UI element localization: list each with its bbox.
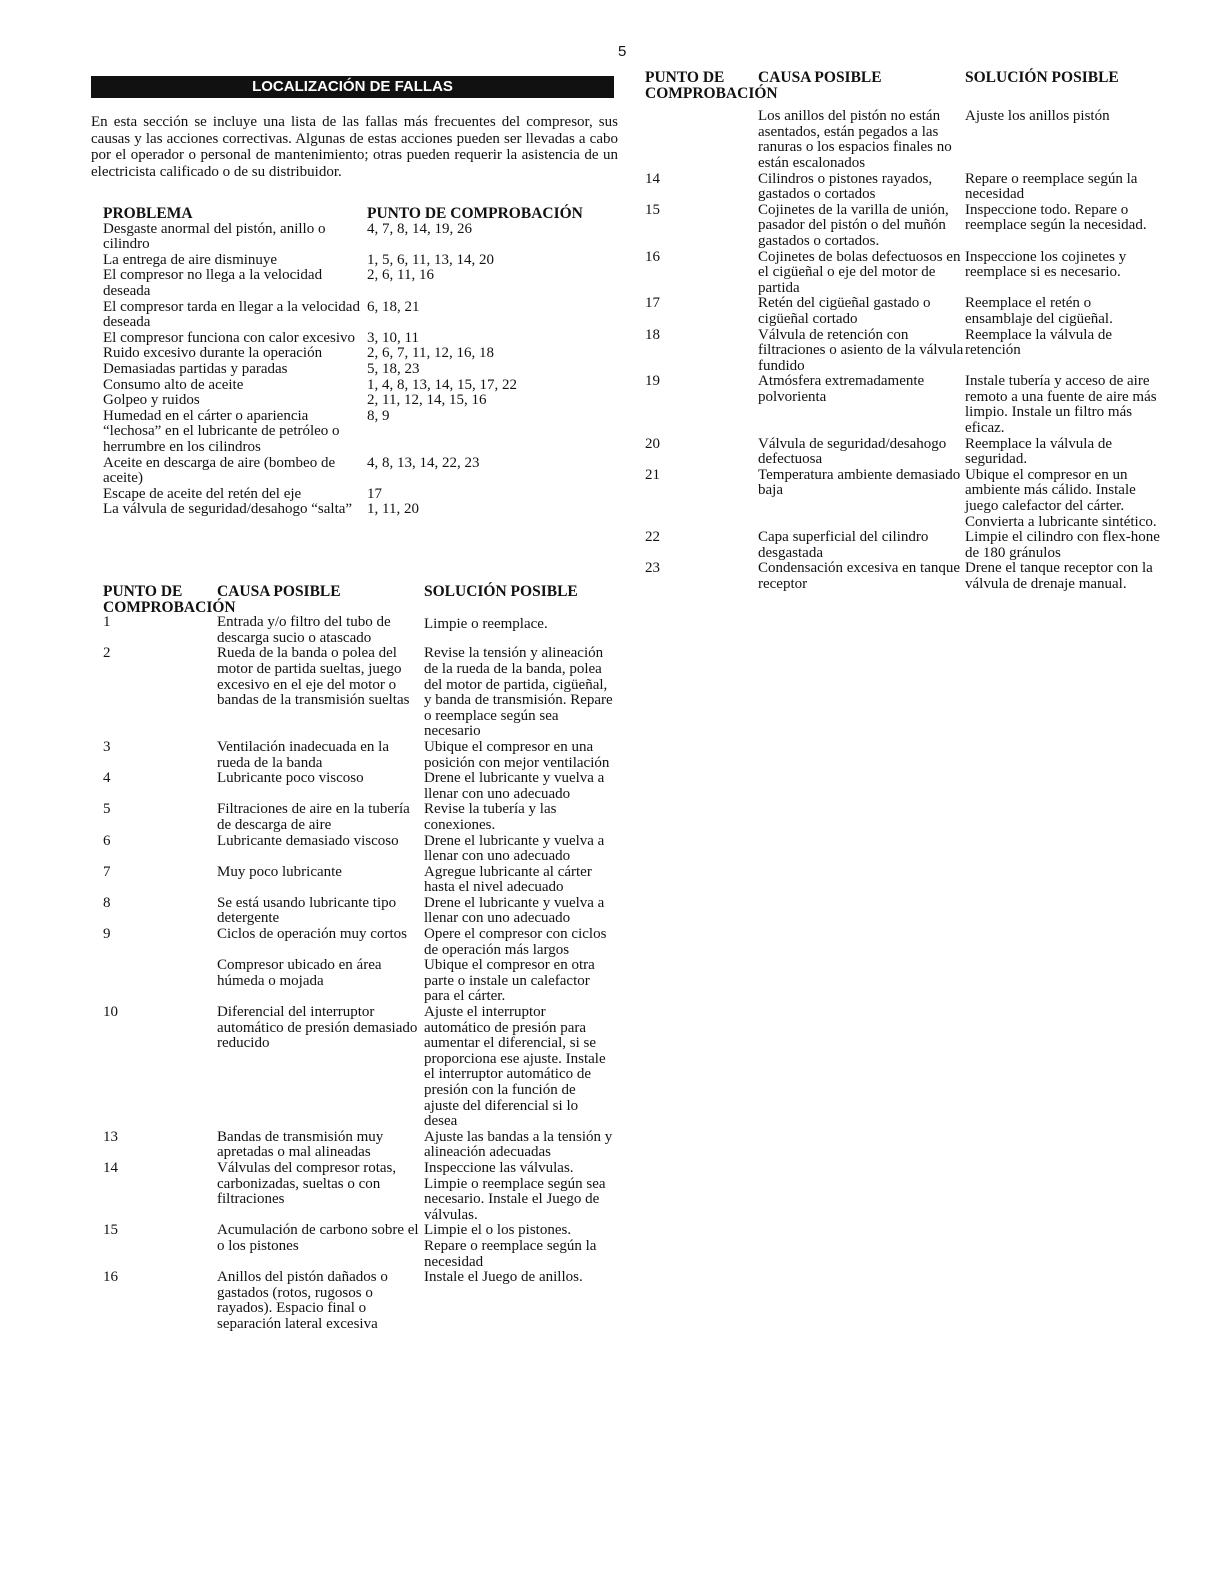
problem-row	[103, 378, 623, 394]
problem-text: Humedad en el cárter o apariencia “lechosa” en el lubricante de petróleo o herrumbre en los cilindros	[103, 407, 340, 455]
checkpoint-number: 15	[103, 1222, 118, 1239]
possible-solution: Ubique el compresor en otra parte o instale un calefactor para el cárter.	[424, 957, 595, 1005]
problem-text: Golpeo y ruidos	[103, 392, 200, 409]
checkpoint-num-header: PUNTO DE COMPROBACIÓN	[645, 69, 778, 102]
possible-cause: Válvula de retención con filtraciones o asiento de la válvula fundido	[758, 326, 964, 374]
checkpoint-numbers: 1, 5, 6, 11, 13, 14, 20	[367, 251, 494, 268]
possible-cause: Ventilación inadecuada en la rueda de la banda	[217, 738, 390, 771]
checkpoint-row	[645, 561, 1160, 592]
checkpoint-row	[103, 615, 613, 646]
checkpoint-number	[645, 109, 758, 171]
checkpoint-number: 21	[645, 466, 660, 483]
checkpoint-row	[103, 927, 613, 958]
checkpoint-numbers: 8, 9	[367, 407, 390, 424]
possible-solution: Instale tubería y acceso de aire remoto a una fuente de aire más limpio. Instale un filtro más eficaz.	[965, 373, 1157, 437]
possible-cause: Cojinetes de la varilla de unión, pasador del pistón o del muñón gastados o cortados.	[758, 201, 949, 249]
possible-solution: Inspeccione todo. Repare o reemplace según la necesidad.	[965, 201, 1147, 234]
section-title-banner: LOCALIZACIÓN DE FALLAS	[91, 76, 614, 98]
possible-cause: Entrada y/o filtro del tubo de descarga sucio o atascado	[217, 614, 391, 646]
page-number: 5	[618, 43, 627, 60]
problem-text: Ruido excesivo durante la operación	[103, 345, 323, 362]
possible-cause: Rueda de la banda o polea del motor de partida sueltas, juego excesivo en el eje del motor o bandas de la transmisión sueltas	[217, 645, 410, 709]
checkpoint-row	[103, 1270, 613, 1332]
problem-row	[103, 456, 623, 487]
possible-solution: Revise la tensión y alineación de la rueda de la banda, polea del motor de partida, cigüeñal, y banda de transmisión. Repare o reemplace según sea necesario	[424, 645, 613, 740]
checkpoint-number: 15	[645, 201, 660, 218]
checkpoint-number: 1	[103, 614, 111, 631]
checkpoint-row	[103, 865, 613, 896]
checkpoint-number: 14	[103, 1159, 118, 1176]
possible-cause: Diferencial del interruptor automático de presión demasiado reducido	[217, 1004, 418, 1052]
problem-table	[103, 206, 623, 518]
checkpoint-row	[645, 250, 1160, 297]
checkpoint-number: 19	[645, 373, 660, 390]
checkpoint-row	[103, 1130, 613, 1161]
checkpoint-rows-right	[645, 109, 1160, 592]
checkpoint-row	[103, 1161, 613, 1223]
possible-cause: Válvulas del compresor rotas, carbonizadas, sueltas o con filtraciones	[217, 1159, 397, 1208]
problem-row	[103, 393, 623, 409]
checkpoint-row	[645, 468, 1160, 530]
checkpoint-number: 10	[103, 1004, 118, 1021]
possible-solution: Drene el lubricante y vuelva a llenar con uno adecuado	[424, 894, 605, 927]
checkpoint-row	[103, 646, 613, 740]
possible-solution: Limpie el o los pistones. Repare o reemplace según la necesidad	[424, 1222, 597, 1270]
cause-header: CAUSA POSIBLE	[217, 583, 341, 600]
possible-cause: Filtraciones de aire en la tubería de descarga de aire	[217, 801, 410, 833]
checkpoint-table-header	[103, 584, 613, 615]
problem-text: El compresor tarda en llegar a la velocidad deseada	[103, 298, 360, 331]
problem-text: La válvula de seguridad/desahogo “salta”	[103, 501, 353, 518]
possible-solution: Drene el lubricante y vuelva a llenar con uno adecuado	[424, 770, 605, 802]
solution-header: SOLUCIÓN POSIBLE	[424, 583, 578, 600]
possible-solution: Instale el Juego de anillos.	[424, 1269, 583, 1286]
possible-cause: Atmósfera extremadamente polvorienta	[758, 373, 925, 405]
checkpoint-numbers: 2, 6, 7, 11, 12, 16, 18	[367, 345, 494, 362]
solution-header: SOLUCIÓN POSIBLE	[965, 69, 1119, 86]
problem-text: Demasiadas partidas y paradas	[103, 360, 288, 377]
problem-text: La entrega de aire disminuye	[103, 251, 278, 268]
checkpoint-number: 7	[103, 863, 111, 880]
possible-cause: Anillos del pistón dañados o gastados (rotos, rugosos o rayados). Espacio final o separación lateral excesiva	[217, 1269, 388, 1332]
cause-header: CAUSA POSIBLE	[758, 69, 882, 86]
checkpoint-numbers: 1, 4, 8, 13, 14, 15, 17, 22	[367, 376, 517, 393]
checkpoint-numbers: 2, 6, 11, 16	[367, 267, 434, 284]
checkpoint-row	[103, 1223, 613, 1270]
possible-cause: Bandas de transmisión muy apretadas o mal alineadas	[217, 1128, 384, 1161]
checkpoint-row	[103, 958, 613, 1005]
checkpoint-row	[103, 896, 613, 927]
checkpoint-numbers: 2, 11, 12, 14, 15, 16	[367, 392, 487, 409]
checkpoint-number: 18	[645, 326, 660, 343]
problem-rows	[103, 222, 623, 518]
checkpoint-header: PUNTO DE COMPROBACIÓN	[367, 205, 583, 222]
checkpoint-row	[645, 109, 1160, 171]
problem-text: Escape de aceite del retén del eje	[103, 485, 302, 502]
possible-solution: Ajuste el interruptor automático de presión para aumentar el diferencial, si se proporciona ese ajuste. Instale el interruptor automático de presión con la función de ajuste del diferencial si lo desea	[424, 1004, 606, 1130]
possible-cause: Acumulación de carbono sobre el o los pistones	[217, 1222, 419, 1254]
checkpoint-numbers: 4, 8, 13, 14, 22, 23	[367, 454, 480, 471]
problem-text: Aceite en descarga de aire (bombeo de aceite)	[103, 454, 336, 487]
possible-cause: Lubricante poco viscoso	[217, 770, 364, 787]
possible-cause: Temperatura ambiente demasiado baja	[758, 466, 961, 499]
checkpoint-row	[103, 802, 613, 833]
checkpoint-row	[645, 328, 1160, 375]
problem-text: El compresor no llega a la velocidad deseada	[103, 267, 323, 299]
checkpoint-numbers: 3, 10, 11	[367, 329, 419, 346]
checkpoint-row	[103, 740, 613, 771]
checkpoint-number: 2	[103, 645, 111, 662]
checkpoint-number: 20	[645, 435, 660, 452]
checkpoint-number: 8	[103, 894, 111, 911]
checkpoint-row	[645, 203, 1160, 250]
possible-cause: Capa superficial del cilindro desgastada	[758, 529, 929, 561]
checkpoint-number: 16	[645, 248, 660, 265]
possible-cause: Ciclos de operación muy cortos	[217, 926, 407, 943]
problem-row	[103, 253, 623, 269]
checkpoint-number: 6	[103, 832, 111, 849]
checkpoint-number: 9	[103, 926, 111, 943]
possible-solution: Reemplace la válvula de retención	[965, 326, 1113, 359]
checkpoint-row	[645, 437, 1160, 468]
problem-row	[103, 300, 623, 331]
problem-row	[103, 409, 623, 456]
checkpoint-row	[645, 172, 1160, 203]
possible-solution: Reemplace la válvula de seguridad.	[965, 435, 1113, 468]
checkpoint-numbers: 5, 18, 23	[367, 360, 420, 377]
possible-solution: Repare o reemplace según la necesidad	[965, 170, 1138, 203]
checkpoint-number: 17	[645, 295, 660, 312]
checkpoint-num-header: PUNTO DE COMPROBACIÓN	[103, 583, 236, 616]
checkpoint-table-right	[645, 70, 1160, 593]
possible-cause: Muy poco lubricante	[217, 863, 342, 880]
checkpoint-row	[103, 1005, 613, 1130]
checkpoint-number	[103, 958, 217, 1005]
possible-solution: Ajuste las bandas a la tensión y alineación adecuadas	[424, 1128, 613, 1161]
problem-text: Desgaste anormal del pistón, anillo o cilindro	[103, 220, 326, 253]
checkpoint-row	[103, 834, 613, 865]
problem-row	[103, 268, 623, 299]
possible-solution: Opere el compresor con ciclos de operación más largos	[424, 926, 607, 958]
checkpoint-numbers: 4, 7, 8, 14, 19, 26	[367, 220, 472, 237]
possible-solution: Agregue lubricante al cárter hasta el nivel adecuado	[424, 863, 592, 896]
possible-cause: Retén del cigüeñal gastado o cigüeñal cortado	[758, 295, 931, 327]
possible-solution: Ajuste los anillos pistón	[965, 108, 1110, 125]
possible-solution: Reemplace el retén o ensamblaje del cigüeñal.	[965, 295, 1113, 327]
problem-text: Consumo alto de aceite	[103, 376, 244, 393]
possible-cause: Válvula de seguridad/desahogo defectuosa	[758, 435, 947, 468]
possible-solution: Inspeccione los cojinetes y reemplace si es necesario.	[965, 248, 1127, 281]
possible-solution: Limpie o reemplace.	[424, 616, 548, 633]
checkpoint-row	[103, 771, 613, 802]
possible-solution: Limpie el cilindro con flex-hone de 180 gránulos	[965, 529, 1160, 561]
checkpoint-rows-left	[103, 615, 613, 1332]
possible-cause: Cojinetes de bolas defectuosos en el cigüeñal o eje del motor de partida	[758, 248, 961, 296]
checkpoint-row	[645, 374, 1160, 436]
checkpoint-number: 3	[103, 738, 111, 755]
possible-cause: Lubricante demasiado viscoso	[217, 832, 399, 849]
checkpoint-table-left	[103, 584, 613, 1333]
possible-cause: Los anillos del pistón no están asentados, están pegados a las ranuras o los espacios finales no están escalonados	[758, 108, 952, 171]
possible-solution: Ubique el compresor en un ambiente más cálido. Instale juego calefactor del cárter. Convierta a lubricante sintético.	[965, 466, 1157, 530]
checkpoint-table-header	[645, 70, 1160, 101]
problem-text: El compresor funciona con calor excesivo	[103, 329, 355, 346]
checkpoint-numbers: 17	[367, 485, 382, 502]
checkpoint-number: 5	[103, 801, 111, 818]
possible-solution: Inspeccione las válvulas. Limpie o reemplace según sea necesario. Instale el Juego de válvulas.	[424, 1159, 606, 1223]
checkpoint-number: 22	[645, 529, 660, 546]
problem-row	[103, 502, 623, 518]
possible-solution: Drene el tanque receptor con la válvula de drenaje manual.	[965, 560, 1153, 592]
checkpoint-number: 4	[103, 770, 111, 787]
checkpoint-number: 23	[645, 560, 660, 577]
problem-row	[103, 346, 623, 362]
checkpoint-numbers: 6, 18, 21	[367, 298, 420, 315]
problem-row	[103, 487, 623, 503]
problem-table-header	[103, 206, 623, 222]
problem-header: PROBLEMA	[103, 205, 193, 222]
problem-row	[103, 331, 623, 347]
possible-cause: Se está usando lubricante tipo detergente	[217, 894, 397, 927]
possible-cause: Cilindros o pistones rayados, gastados o cortados	[758, 170, 933, 203]
intro-paragraph: En esta sección se incluye una lista de las fallas más frecuentes del compresor, sus causas y las acciones correctivas. Algunas de estas acciones pueden ser llevadas a cabo por el operador o personal de mantenimiento; otras pueden requerir la asistencia de un electricista calificado o de su distribuidor.	[91, 114, 618, 180]
possible-cause: Condensación excesiva en tanque receptor	[758, 560, 961, 592]
problem-row	[103, 362, 623, 378]
possible-solution: Drene el lubricante y vuelva a llenar con uno adecuado	[424, 832, 605, 865]
problem-row	[103, 222, 623, 253]
checkpoint-number: 13	[103, 1128, 118, 1145]
possible-solution: Ubique el compresor en una posición con mejor ventilación	[424, 738, 610, 771]
possible-cause: Compresor ubicado en área húmeda o mojada	[217, 957, 382, 989]
checkpoint-row	[645, 530, 1160, 561]
checkpoint-number: 14	[645, 170, 660, 187]
checkpoint-numbers: 1, 11, 20	[367, 501, 419, 518]
checkpoint-row	[645, 296, 1160, 327]
possible-solution: Revise la tubería y las conexiones.	[424, 801, 557, 833]
checkpoint-number: 16	[103, 1269, 118, 1286]
